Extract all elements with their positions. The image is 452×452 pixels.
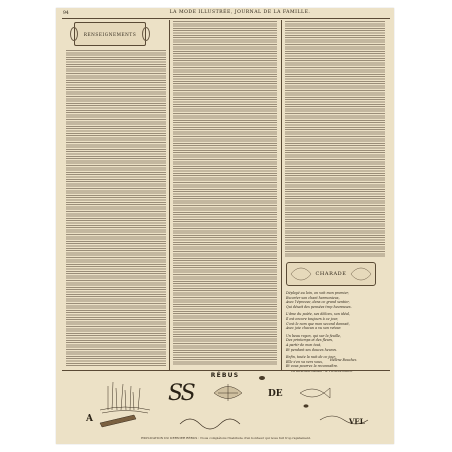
boat-icon [100, 415, 136, 427]
poem-line: L'âme du poète, ses délices, son idéal, [286, 312, 351, 317]
poem-line: Elle s'en va vers vous, [286, 359, 323, 364]
charade-signature: Hélène Bouchez. [330, 358, 358, 362]
poem-line: Des printemps et des fleurs, [286, 338, 334, 343]
poem-line: Déployé au loin, on voit mon premier, [286, 291, 349, 295]
poem-line: C'est le nom que mon second donnait, [286, 321, 350, 326]
poem-line: Un beau rayon, qui sur la feuille, [286, 333, 342, 338]
poem-line: Qui désait des pensées trop heureuses. [286, 304, 352, 309]
fish-net-icon [214, 384, 242, 401]
running-head: LA MODE ILLUSTRÉE, JOURNAL DE LA FAMILLE. [169, 10, 311, 15]
publisher-credit: Le Directeur-Gérant : A. FIRMIN-DIDOT [291, 369, 353, 373]
rebus-title: RÉBUS [210, 372, 240, 379]
section-banner: RENSEIGNEMENTS [74, 22, 146, 46]
poem-line: Il est encore toujours à ce jour, [286, 316, 339, 321]
rebus-letter-a: A [86, 414, 93, 424]
wave-icon [180, 419, 240, 429]
fish-icon [300, 388, 330, 398]
beetle-icon [259, 376, 309, 408]
poem-line: Escorter son chant harmonieux, [286, 295, 340, 300]
poem-line: Avec l'épreuve, dans ce grand sentier, [286, 300, 350, 305]
rebus-letters-vel: VEL [349, 417, 365, 426]
poem-line: Avec joie chacun a vu son retour. [286, 326, 342, 331]
poem-line: Enfin, toute la nuit de ce jour, [286, 355, 336, 360]
poem-line: A partir de mon tout, [286, 342, 322, 347]
rebus-letters-de: DE [268, 389, 283, 399]
poem-line: Et vous pourrez la reconnaître. [286, 364, 339, 369]
rebus-letters-ss: SS [168, 381, 194, 406]
reeds-scene-icon [100, 382, 150, 413]
charade-title: CHARADE [315, 271, 347, 277]
poem-line: Et pendant ses douces heures. [286, 347, 338, 352]
rebus-caption: EXPLICATION DU DERNIER RÉBUS : Nous complétons l'habitude d'un bonheur qui nous fuit trop rapidement. [141, 436, 311, 440]
page-number: 94 [63, 11, 69, 16]
